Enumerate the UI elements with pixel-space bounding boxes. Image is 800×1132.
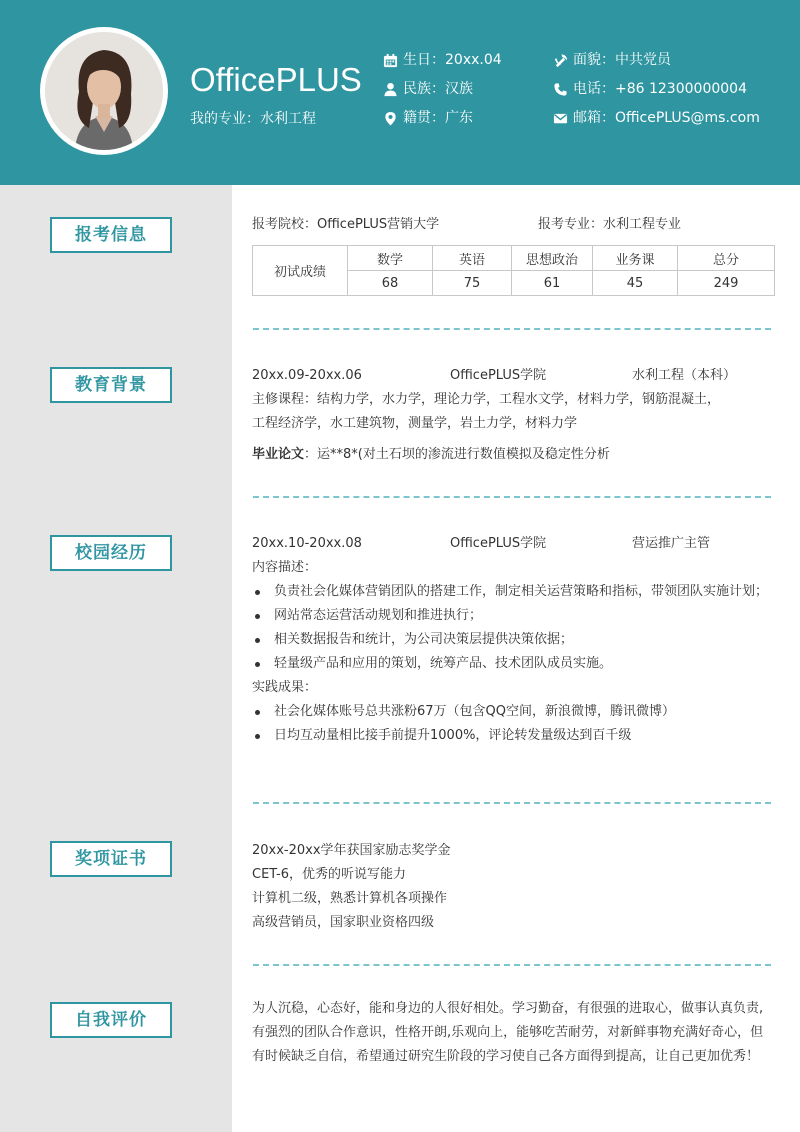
party-icon <box>553 53 568 68</box>
list-item: 社会化媒体账号总共涨粉67万（包含QQ空间，新浪微博，腾讯微博） <box>252 700 772 724</box>
list-item: 负责社会化媒体营销团队的搭建工作，制定相关运营策略和指标，带领团队实施计划； <box>252 580 772 604</box>
education-school: OfficePLUS学院 <box>450 368 547 383</box>
thesis-label: 毕业论文 <box>252 447 305 462</box>
ethnicity-text: 民族：汉族 <box>403 81 473 97</box>
section-divider <box>253 802 771 804</box>
header <box>0 0 800 185</box>
list-item: 网站常态运营活动规划和推进执行； <box>252 604 772 628</box>
desc-label: 内容描述： <box>252 560 318 575</box>
exam-school: 报考院校：OfficePLUS营销大学 <box>252 217 440 232</box>
candidate-major: 我的专业：水利工程 <box>190 111 316 127</box>
score-table <box>252 245 775 296</box>
list-item: 相关数据报告和统计，为公司决策层提供决策依据； <box>252 628 772 652</box>
self-evaluation: 为人沉稳，心态好，能和身边的人很好相处。学习勤奋，有很强的进取心，做事认真负责,有强烈的团队合作意识，性格开朗,乐观向上，能够吃苦耐劳，对新鲜事物充满好奇心，但有时候缺乏自信，希望通过研究生阶段的学习使自己各方面得到提高，让自己更加优秀！ <box>252 1001 764 1064</box>
birth-info <box>383 50 502 70</box>
award-item: 20xx-20xx学年获国家励志奖学金 <box>252 843 451 858</box>
award-item: 计算机二级，熟悉计算机各项操作 <box>252 891 448 906</box>
birth-text: 生日：20xx.04 <box>403 52 502 68</box>
section-title-education: 教育背景 <box>50 367 172 403</box>
education-courses: 主修课程：结构力学，水力学，理论力学，工程水文学，材料力学，钢筋混凝土， <box>252 392 721 407</box>
calendar-icon <box>383 53 398 68</box>
section-divider <box>253 328 771 330</box>
section-title-exam: 报考信息 <box>50 217 172 253</box>
section-title-campus: 校园经历 <box>50 535 172 571</box>
user-icon <box>383 82 398 97</box>
email-info <box>553 108 760 128</box>
mail-icon <box>553 111 568 126</box>
score-header: 思想政治 <box>512 246 593 271</box>
score-value: 45 <box>593 271 678 296</box>
campus-role: 营运推广主管 <box>632 536 711 551</box>
candidate-name: OfficePLUS <box>190 61 362 98</box>
politics-info <box>553 50 671 70</box>
ethnicity-info <box>383 79 473 99</box>
education-thesis <box>252 443 772 467</box>
score-value: 75 <box>433 271 512 296</box>
campus-period: 20xx.10-20xx.08 <box>252 536 362 551</box>
sidebar <box>0 185 232 1132</box>
result-list <box>252 700 772 748</box>
result-label: 实践成果： <box>252 680 318 695</box>
score-value: 249 <box>678 271 775 296</box>
native-place-text: 籍贯：广东 <box>403 110 473 126</box>
section-divider <box>253 496 771 498</box>
award-item: 高级营销员，国家职业资格四级 <box>252 915 435 930</box>
score-header: 总分 <box>678 246 775 271</box>
list-item: 轻量级产品和应用的策划，统筹产品、技术团队成员实施。 <box>252 652 772 676</box>
education-courses-cont: 工程经济学，水工建筑物，测量学，岩土力学，材料力学 <box>252 416 578 431</box>
avatar <box>45 32 163 150</box>
phone-text: 电话：+86 12300000004 <box>573 81 747 97</box>
awards-list <box>252 839 772 935</box>
score-header: 业务课 <box>593 246 678 271</box>
score-value: 68 <box>348 271 433 296</box>
score-header: 数学 <box>348 246 433 271</box>
phone-info <box>553 79 747 99</box>
location-icon <box>383 111 398 126</box>
email-text: 邮箱：OfficePLUS@ms.com <box>573 110 760 126</box>
exam-major: 报考专业：水利工程专业 <box>538 217 682 232</box>
politics-text: 面貌：中共党员 <box>573 52 671 68</box>
section-title-awards: 奖项证书 <box>50 841 172 877</box>
score-value: 61 <box>512 271 593 296</box>
score-header: 英语 <box>433 246 512 271</box>
score-row-label: 初试成绩 <box>253 246 348 296</box>
education-degree: 水利工程（本科） <box>632 368 737 383</box>
campus-desc-block <box>252 556 772 748</box>
desc-list <box>252 580 772 676</box>
section-divider <box>253 964 771 966</box>
list-item: 日均互动量相比接手前提升1000%，评论转发量级达到百千级 <box>252 724 772 748</box>
phone-icon <box>553 82 568 97</box>
education-period: 20xx.09-20xx.06 <box>252 368 362 383</box>
avatar-frame <box>40 27 168 155</box>
campus-school: OfficePLUS学院 <box>450 536 547 551</box>
native-place-info <box>383 108 473 128</box>
thesis-text: ：运**8*(对土石坝的渗流进行数值模拟及稳定性分析 <box>304 447 610 462</box>
award-item: CET-6，优秀的听说写能力 <box>252 867 407 882</box>
section-title-self: 自我评价 <box>50 1002 172 1038</box>
